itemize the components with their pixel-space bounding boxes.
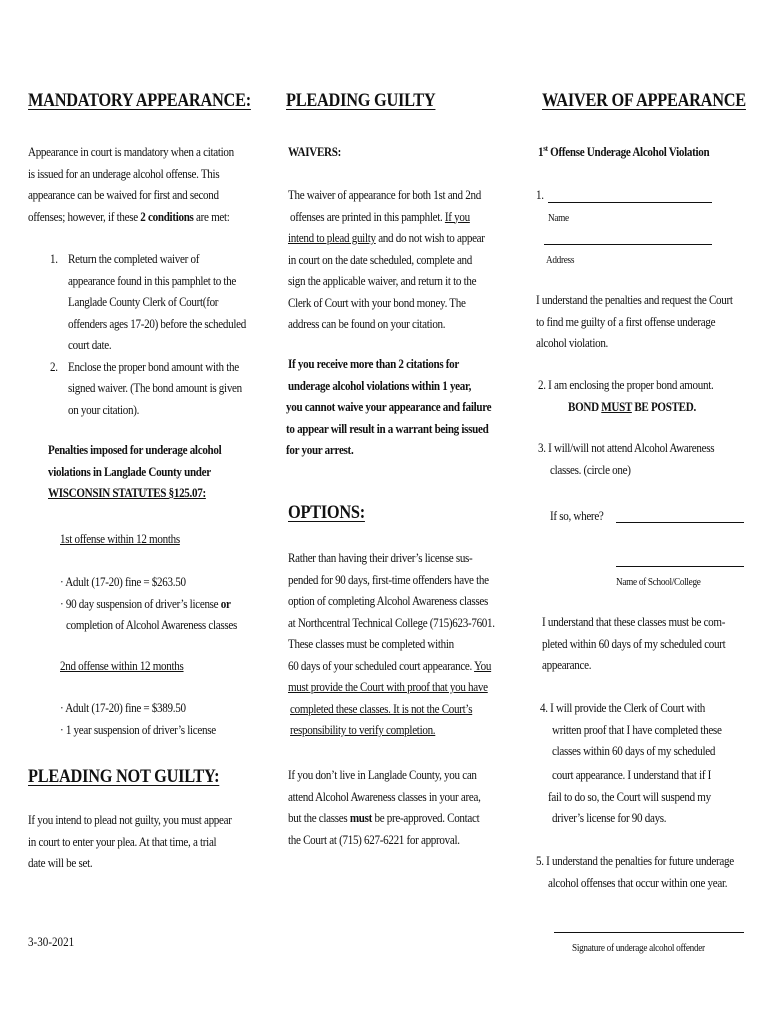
waiver-line-3-underlined: intend to plead guilty: [288, 231, 376, 245]
warning-line-5: for your arrest.: [286, 443, 354, 457]
options-heading: OPTIONS:: [288, 502, 365, 523]
options-line-9: responsibility to verify completion.: [290, 723, 436, 737]
waiver-line-2-text: offenses are printed in this pamphlet.: [290, 209, 445, 224]
wisconsin-statute-reference: WISCONSIN STATUTES §125.07:: [48, 486, 206, 500]
condition-2-line-2: signed waiver. (The bond amount is given: [68, 381, 242, 395]
outside-county-line-2: attend Alcohol Awareness classes in your area,: [288, 789, 481, 804]
condition-1-line-4: offenders ages 17-20) before the scheduled: [68, 316, 246, 331]
address-input-line[interactable]: [544, 244, 712, 245]
warning-line-3: you cannot waive your appearance and failure: [286, 400, 492, 414]
item-4-line-3: classes within 60 days of my scheduled: [552, 744, 716, 758]
options-line-8: completed these classes. It is not the Court’s: [290, 701, 473, 716]
bond-text: BOND: [568, 399, 602, 414]
second-offense-heading: 2nd offense within 12 months: [60, 659, 184, 673]
item-3-line-1: 3. I will/will not attend Alcohol Awareness: [538, 441, 715, 455]
warning-line-4: to appear will result in a warrant being issued: [286, 421, 489, 436]
understand-line-3: appearance.: [542, 658, 592, 672]
first-offense-alternative: completion of Alcohol Awareness classes: [66, 618, 238, 632]
subheading-number: 1: [538, 145, 544, 159]
penalties-line-1: Penalties imposed for underage alcohol: [48, 443, 222, 457]
warning-line-2: underage alcohol violations within 1 year,: [288, 378, 472, 393]
waiver-line-3-text: and do not wish to appear: [375, 231, 485, 245]
item-4-line-6: driver’s license for 90 days.: [552, 811, 667, 825]
condition-1-number: 1.: [50, 252, 58, 266]
warning-line-1: If you receive more than 2 citations for: [288, 357, 460, 371]
outside-county-line-3: [288, 808, 479, 830]
if-so-where-label: If so, where?: [550, 509, 604, 523]
intro-line-1: Appearance in court is mandatory when a citation: [28, 145, 234, 159]
pleading-not-guilty-heading: PLEADING NOT GUILTY:: [28, 766, 220, 787]
name-input-line[interactable]: [548, 202, 712, 203]
outside-county-line-1: If you don’t live in Langlade County, you can: [288, 768, 477, 782]
intro-line-4-end: are met:: [193, 209, 230, 224]
first-offense-fine: · Adult (17-20) fine = $263.50: [60, 575, 186, 589]
options-line-2: pended for 90 days, first-time offenders have the: [288, 572, 489, 587]
intro-line-4-text: offenses; however, if these: [28, 209, 141, 224]
item-4-line-1: 4. I will provide the Clerk of Court with: [540, 701, 705, 715]
mandatory-appearance-heading: MANDATORY APPEARANCE:: [28, 90, 251, 111]
options-line-6-underlined: You: [474, 658, 492, 673]
waiver-line-6: Clerk of Court with your bond money. The: [288, 295, 466, 310]
or-emphasis: or: [220, 596, 231, 611]
item-4-line-5: fail to do so, the Court will suspend my: [548, 789, 711, 804]
intro-line-4: [28, 207, 230, 229]
address-label: Address: [546, 255, 575, 266]
intro-line-3: appearance can be waived for first and second: [28, 188, 219, 202]
must-underlined: MUST: [601, 399, 632, 414]
waiver-line-2-underlined: If you: [444, 209, 470, 224]
item-4-line-2: written proof that I have completed these: [552, 722, 722, 737]
request-line-3: alcohol violation.: [536, 336, 609, 350]
bond-must-be-posted: [568, 397, 696, 419]
waivers-label: WAIVERS:: [288, 145, 341, 159]
options-line-4: at Northcentral Technical College (715)623-7601.: [288, 615, 495, 630]
understand-line-1: I understand that these classes must be com-: [542, 615, 726, 629]
item-5-line-2: alcohol offenses that occur within one year.: [548, 875, 728, 890]
subheading-ordinal: st: [543, 143, 548, 153]
item-5-line-1: 5. I understand the penalties for future underage: [536, 854, 734, 868]
item-3-line-2: classes. (circle one): [550, 462, 631, 477]
outside-county-line-3-end: be pre-approved. Contact: [372, 811, 480, 825]
item-4-line-4: court appearance. I understand that if I: [552, 768, 712, 782]
condition-1-line-1: Return the completed waiver of: [68, 252, 200, 266]
item-2-bond-enclosed: 2. I am enclosing the proper bond amount.: [538, 378, 714, 392]
condition-1-line-3: Langlade County Clerk of Court(for: [68, 295, 219, 309]
item-1-number: 1.: [536, 188, 544, 202]
school-input-line[interactable]: [616, 566, 744, 567]
second-offense-fine: · Adult (17-20) fine = $389.50: [60, 701, 186, 715]
outside-county-line-4: the Court at (715) 627-6221 for approval.: [288, 832, 460, 847]
request-line-1: I understand the penalties and request the Court: [536, 293, 733, 307]
waiver-line-5: sign the applicable waiver, and return it to the: [288, 274, 477, 288]
waiver-line-3: [288, 228, 485, 250]
subheading-text: Offense Underage Alcohol Violation: [547, 145, 710, 159]
not-guilty-line-3: date will be set.: [28, 856, 93, 870]
understand-line-2: pleted within 60 days of my scheduled court: [542, 636, 726, 651]
options-line-5: These classes must be completed within: [288, 637, 454, 651]
revision-date: 3-30-2021: [28, 935, 75, 949]
waiver-of-appearance-heading: WAIVER OF APPEARANCE: [542, 90, 746, 111]
where-input-line[interactable]: [616, 522, 744, 523]
not-guilty-line-1: If you intend to plead not guilty, you must appear: [28, 813, 232, 827]
must-emphasis: must: [349, 811, 373, 825]
first-offense-suspension-text: · 90 day suspension of driver’s license: [60, 596, 221, 611]
waiver-line-4: in court on the date scheduled, complete and: [288, 252, 473, 267]
condition-1-line-5: court date.: [68, 338, 112, 352]
conditions-emphasis: 2 conditions: [140, 209, 194, 224]
options-line-1: Rather than having their driver’s license sus-: [288, 551, 473, 565]
not-guilty-line-2: in court to enter your plea. At that time, a trial: [28, 834, 217, 849]
condition-2-number: 2.: [50, 359, 58, 374]
outside-county-line-3-text: but the classes: [288, 811, 350, 825]
waiver-line-2: [290, 207, 470, 229]
waiver-line-1: The waiver of appearance for both 1st and 2nd: [288, 188, 481, 202]
condition-2-line-1: Enclose the proper bond amount with the: [68, 359, 239, 374]
waiver-line-7: address can be found on your citation.: [288, 317, 446, 331]
options-line-6: [288, 656, 491, 678]
waiver-subheading: [538, 142, 709, 164]
options-line-7: must provide the Court with proof that you have: [288, 680, 488, 694]
penalties-line-2: violations in Langlade County under: [48, 464, 211, 479]
condition-2-line-3: on your citation).: [68, 402, 140, 417]
signature-label: Signature of underage alcohol offender: [572, 943, 705, 954]
intro-line-2: is issued for an underage alcohol offense. This: [28, 166, 220, 181]
first-offense-suspension: [60, 594, 231, 616]
school-label: Name of School/College: [616, 577, 701, 588]
options-line-6-text: 60 days of your scheduled court appearance.: [288, 658, 475, 673]
condition-1-line-2: appearance found in this pamphlet to the: [68, 273, 237, 288]
be-posted-text: BE POSTED.: [631, 399, 696, 414]
signature-input-line[interactable]: [554, 932, 744, 933]
pleading-guilty-heading: PLEADING GUILTY: [286, 90, 436, 111]
options-line-3: option of completing Alcohol Awareness classes: [288, 594, 488, 608]
request-line-2: to find me guilty of a first offense underage: [536, 314, 716, 329]
name-label: Name: [548, 213, 569, 224]
second-offense-suspension: · 1 year suspension of driver’s license: [60, 722, 216, 737]
first-offense-heading: 1st offense within 12 months: [60, 532, 180, 546]
